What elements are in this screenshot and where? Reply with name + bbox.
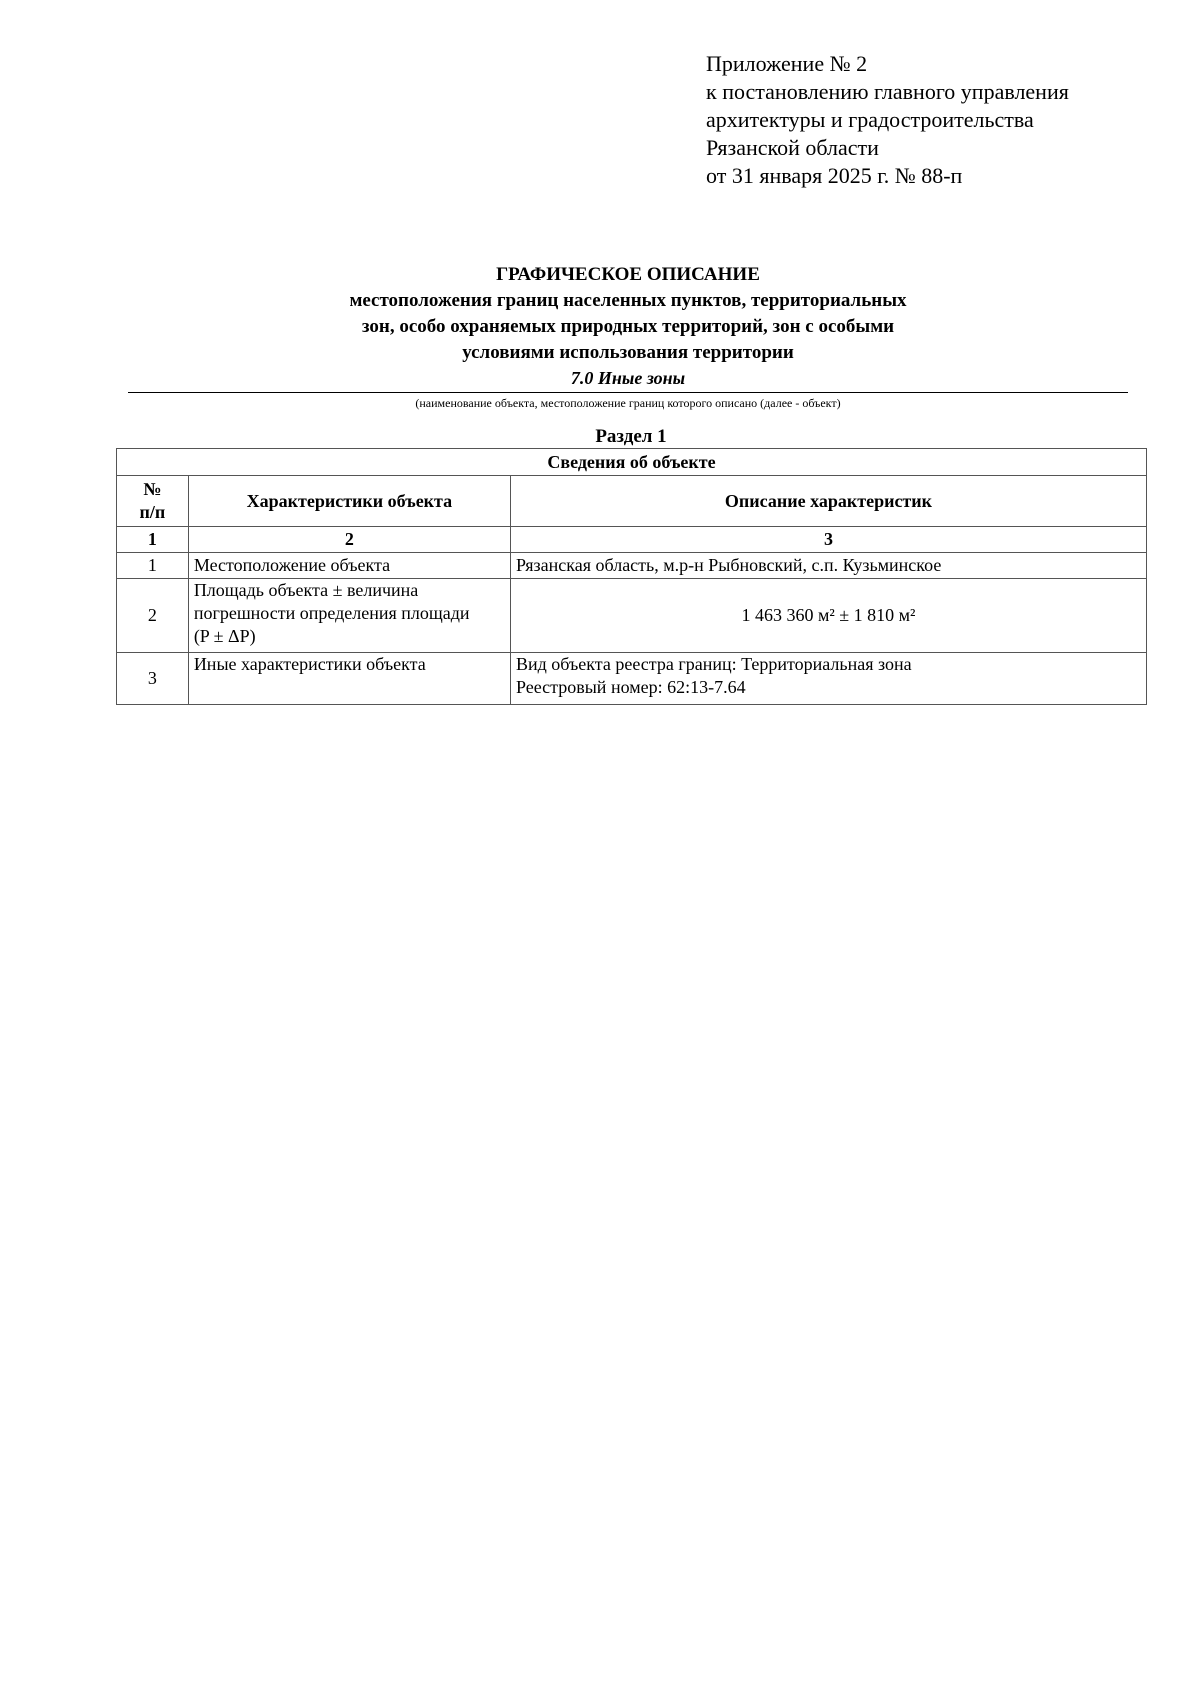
header-num-line-2: п/п xyxy=(139,502,166,522)
row-characteristic-line-2: погрешности определения площади xyxy=(193,603,470,623)
section-label: Раздел 1 xyxy=(595,426,667,447)
row-description: Рязанская область, м.р-н Рыбновский, с.п. Кузьминское xyxy=(510,553,1146,579)
table-row xyxy=(117,653,1147,705)
appendix-region-line: Рязанской области xyxy=(706,135,879,160)
table-row xyxy=(117,579,1147,653)
object-name-caption: (наименование объекта, местоположение границ которого описано (далее - объект) xyxy=(415,396,841,410)
row-number: 3 xyxy=(117,653,189,705)
table-caption-row xyxy=(117,449,1147,476)
column-number: 2 xyxy=(188,527,510,553)
object-info-table xyxy=(116,448,1147,705)
row-characteristic-line-3: (P ± ΔP) xyxy=(193,626,256,646)
appendix-block xyxy=(706,50,1069,190)
document-subtitle-line-3: условиями использования территории xyxy=(462,342,794,363)
row-number: 1 xyxy=(117,553,189,579)
column-number: 1 xyxy=(117,527,189,553)
appendix-date-line: от 31 января 2025 г. № 88-п xyxy=(706,163,963,188)
object-name-underline xyxy=(128,392,1128,393)
appendix-number: Приложение № 2 xyxy=(706,51,868,76)
header-num-line-1: № xyxy=(143,479,162,499)
appendix-authority-line: архитектуры и градостроительства xyxy=(706,107,1034,132)
header-num xyxy=(117,476,189,527)
row-number: 2 xyxy=(117,579,189,653)
document-subtitle-line-2: зон, особо охраняемых природных территорий, зон с особыми xyxy=(361,316,895,337)
row-characteristic: Местоположение объекта xyxy=(188,553,510,579)
row-characteristic: Иные характеристики объекта xyxy=(188,653,510,705)
document-title: ГРАФИЧЕСКОЕ ОПИСАНИЕ xyxy=(496,264,760,285)
row-characteristic xyxy=(188,579,510,653)
column-number: 3 xyxy=(510,527,1146,553)
row-characteristic-line-1: Площадь объекта ± величина xyxy=(193,580,419,600)
row-description-line-2: Реестровый номер: 62:13-7.64 xyxy=(515,677,746,697)
row-description xyxy=(510,653,1146,705)
header-description: Описание характеристик xyxy=(510,476,1146,527)
row-description-line-1: Вид объекта реестра границ: Территориальная зона xyxy=(515,654,912,674)
appendix-resolution-line: к постановлению главного управления xyxy=(706,79,1069,104)
column-number-row xyxy=(117,527,1147,553)
header-characteristics: Характеристики объекта xyxy=(188,476,510,527)
document-title-block xyxy=(128,262,1128,390)
table-caption: Сведения об объекте xyxy=(117,449,1147,476)
table-row xyxy=(117,553,1147,579)
object-name: 7.0 Иные зоны xyxy=(570,368,686,388)
row-description: 1 463 360 м² ± 1 810 м² xyxy=(510,579,1146,653)
document-subtitle-line-1: местоположения границ населенных пунктов, территориальных xyxy=(349,290,907,311)
table-header-row xyxy=(117,476,1147,527)
